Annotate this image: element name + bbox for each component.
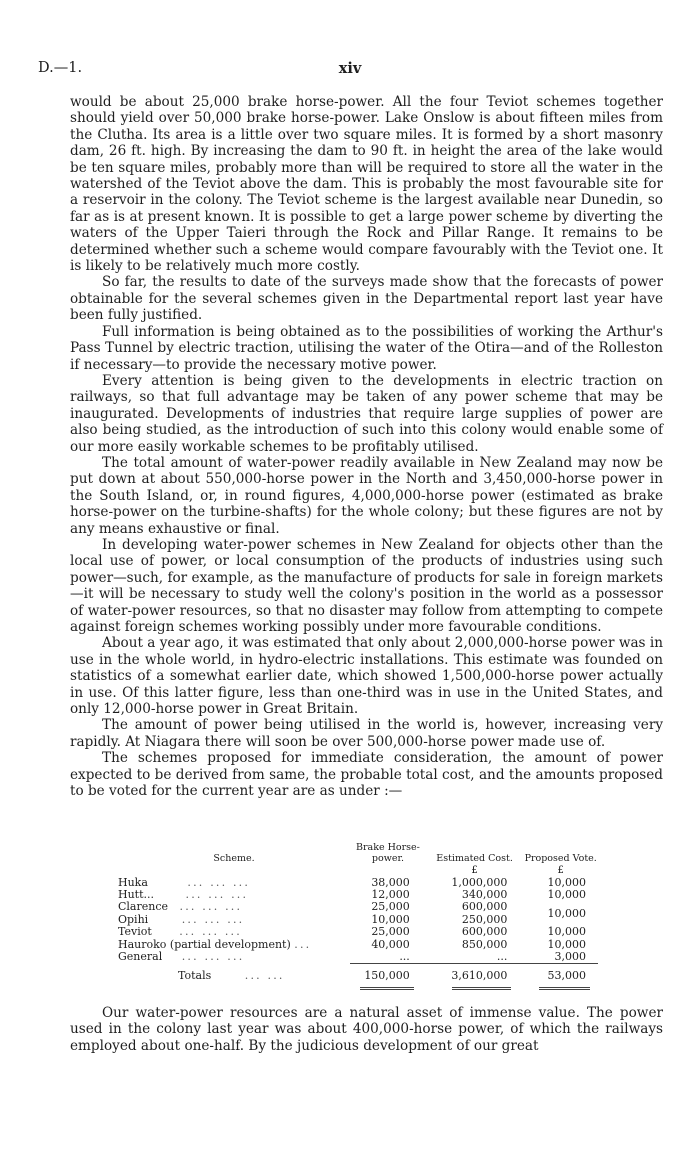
vote-cell: 10,000: [547, 925, 586, 939]
leader-dots: ... ... ...: [179, 900, 243, 914]
vote-cell: 10,000: [547, 887, 586, 901]
leader-dots: ... ... ...: [185, 887, 249, 901]
paragraph: In developing water-power schemes in New Zealand for objects other than the local use of power, or local consumption of the products of industries using such power—such, for example, as the manufacture of products for sale in foreign markets—it will be necessary to study well the colony's position in the world as a possessor of water-power resources, so that no disaster may follow from attempting to compete against foreign schemes working possibly under more favourable conditions.: [70, 536, 663, 635]
horse-power-cell: 40,000: [371, 937, 410, 951]
table-header-row: [118, 843, 598, 866]
column-header-estimated-cost: Estimated Cost.: [436, 852, 513, 864]
paragraph: Full information is being obtained as to the possibilities of working the Arthur's Pass Tunnel by electric traction, utilising the water of the Otira—and of the Rolleston if necessary—to provide the necessary motive power.: [70, 323, 663, 373]
page-number: xiv: [338, 60, 362, 77]
scheme-name: Hauroko (partial development): [118, 937, 291, 951]
horse-power-cell: 25,000: [371, 900, 410, 914]
double-rule: [539, 983, 590, 990]
vote-cell: 10,000: [547, 906, 586, 920]
currency-symbol: £: [471, 865, 478, 876]
currency-symbol: £: [557, 865, 564, 876]
leader-dots: ... ... ...: [187, 875, 251, 889]
column-header-scheme: Scheme.: [213, 852, 255, 864]
cost-cell: 600,000: [461, 900, 508, 914]
scheme-name: Opihi: [118, 912, 149, 926]
paragraph: About a year ago, it was estimated that only about 2,000,000-horse power was in use in the whole world, in hydro-electric installations. This estimate was founded on statistics of a somewhat earlier date, which showed 1,500,000-horse power actually in use. Of this latter figure, less than one-third was in use in the United States, and only 12,000-horse power in Great Britain.: [70, 635, 663, 718]
column-header-proposed-vote: Proposed Vote.: [524, 852, 597, 864]
cost-cell: 600,000: [461, 925, 508, 939]
scheme-name: General: [118, 950, 163, 964]
cost-cell: 340,000: [461, 887, 508, 901]
paragraph: The total amount of water-power readily available in New Zealand may now be put down at about 550,000-horse power in the North and 3,450,000-horse power in the South Island, or, in round figures, 4,000,000-horse power (estimated as brake horse-power on the turbine-shafts) for the whole colony; but these figures are not by any means exhaustive or final.: [70, 454, 663, 537]
page-header: [38, 60, 662, 80]
paragraph: Every attention is being given to the developments in electric traction on railways, so that full advantage may be taken of any power scheme that may be inaugurated. Developments of industries that require large supplies of power are also being studied, as the introduction of such into this colony would enable some of our more easily workable schemes to be profitably utilised.: [70, 372, 663, 455]
horse-power-cell: 10,000: [371, 912, 410, 926]
table-row: [118, 939, 598, 951]
horse-power-cell: 25,000: [371, 925, 410, 939]
leader-dots: ... ...: [244, 969, 285, 983]
column-header-horse-power: Brake Horse-power.: [356, 842, 420, 864]
currency-row: [118, 866, 598, 877]
scheme-name: Hutt...: [118, 887, 155, 901]
total-horse-power: 150,000: [364, 969, 410, 983]
leader-dots: ... ... ...: [181, 950, 245, 964]
horse-power-cell: 12,000: [371, 887, 410, 901]
table-row: [118, 901, 598, 913]
schemes-table: [118, 843, 598, 990]
table-row: [118, 951, 598, 964]
totals-row: [118, 964, 598, 983]
leader-dots: ... ... ...: [181, 912, 245, 926]
paragraph: The amount of power being utilised in the world is, however, increasing very rapidly. At Niagara there will soon be over 500,000-horse power made use of.: [70, 717, 663, 750]
paragraph: Our water-power resources are a natural asset of immense value. The power used in the colony last year was about 400,000-horse power, of which the railways employed about one-half. By the judicious development of our great: [70, 1005, 663, 1054]
vote-cell: 10,000: [547, 937, 586, 951]
cost-cell: ...: [426, 951, 524, 964]
horse-power-cell: ...: [350, 951, 426, 964]
paragraph: would be about 25,000 brake horse-power. All the four Teviot schemes together should yield over 50,000 brake horse-power. Lake Onslow is about fifteen miles from the Clutha. Its area is a little over two square miles. It is formed by a short masonry dam, 26 ft. high. By increasing the dam to 90 ft. in height the area of the lake would be ten square miles, probably more than will be required to store all the water in the watershed of the Teviot above the dam. This is probably the most favourable site for a reservoir in the colony. The Teviot scheme is the largest available near Dunedin, so far as is at present known. It is possible to get a large power scheme by diverting the waters of the Upper Taieri through the Rock and Pillar Range. It remains to be determined whether such a scheme would compare favourably with the Teviot one. It is likely to be relatively much more costly.: [70, 94, 663, 275]
scheme-name: Huka: [118, 875, 148, 889]
closing-text: [70, 1005, 663, 1054]
total-vote: 53,000: [547, 969, 586, 983]
leader-dots: ... ... ...: [179, 925, 242, 939]
page-reference: D.—1.: [38, 60, 83, 76]
paragraph: So far, the results to date of the surveys made show that the forecasts of power obtainable for the several schemes given in the Departmental report last year have been fully justified.: [70, 274, 663, 324]
double-rule-row: [118, 983, 598, 990]
body-text: [70, 94, 663, 799]
cost-cell: 850,000: [461, 937, 508, 951]
double-rule: [360, 983, 414, 990]
scheme-name: Clarence: [118, 900, 169, 914]
scheme-name: Teviot: [118, 925, 152, 939]
horse-power-cell: 38,000: [371, 875, 410, 889]
paragraph: The schemes proposed for immediate consideration, the amount of power expected to be derived from same, the probable total cost, and the amounts proposed to be voted for the current year are as under :—: [70, 750, 663, 800]
cost-cell: 1,000,000: [451, 875, 508, 889]
vote-cell: 3,000: [523, 951, 598, 964]
total-cost: 3,610,000: [451, 969, 508, 983]
totals-label: Totals: [178, 969, 212, 983]
cost-cell: 250,000: [461, 912, 508, 926]
vote-cell: 10,000: [547, 875, 586, 889]
leader-dots: ...: [294, 937, 312, 951]
double-rule: [452, 983, 512, 990]
